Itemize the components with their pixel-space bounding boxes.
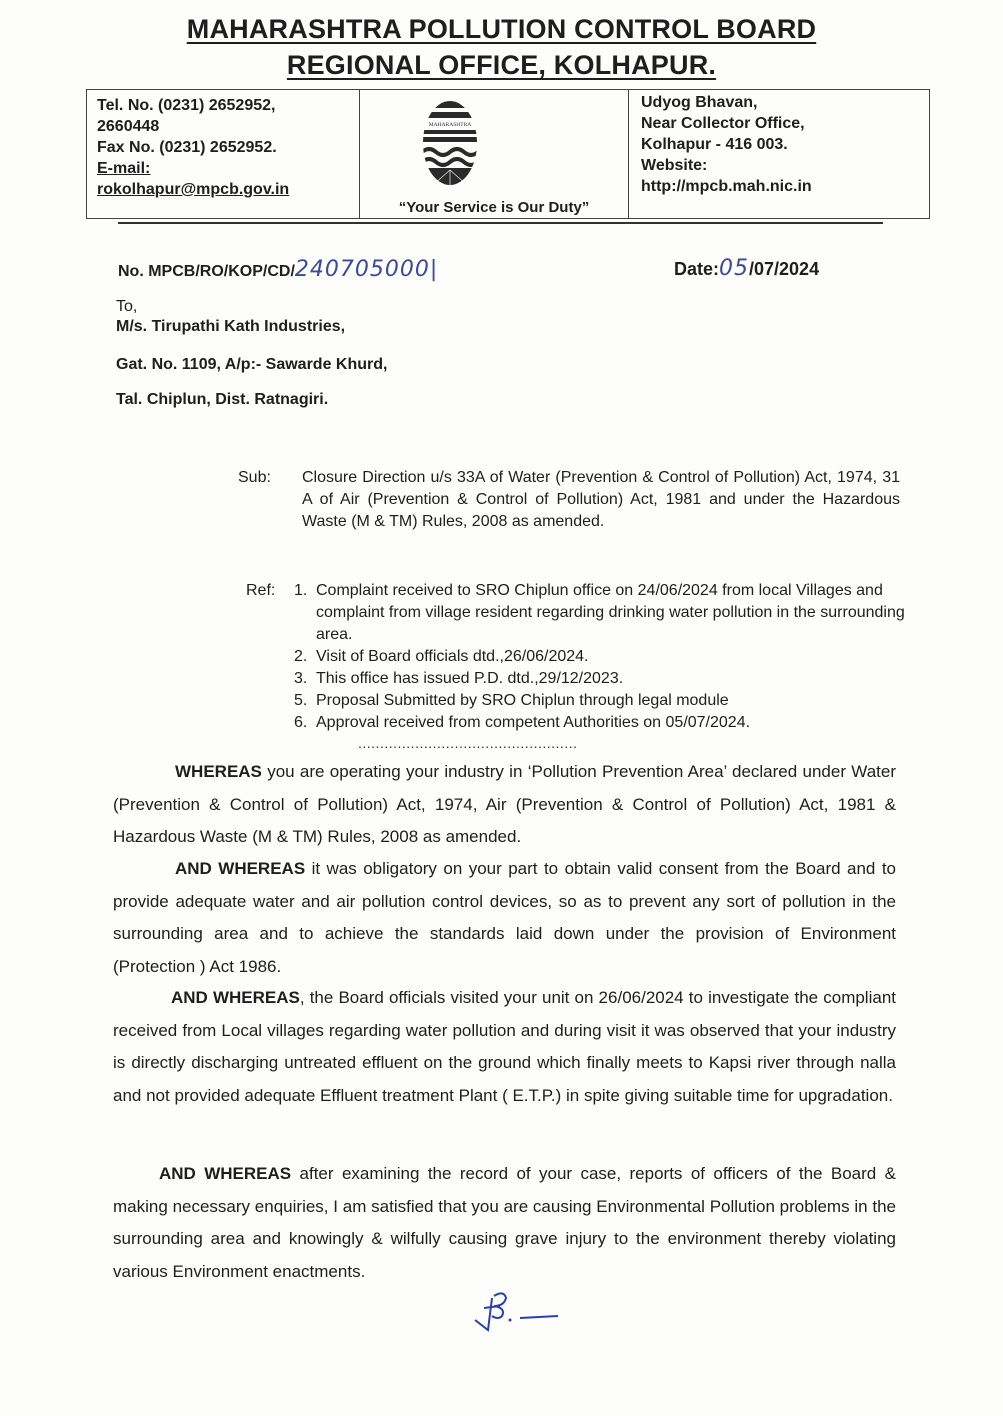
- to-label: To,: [116, 298, 138, 315]
- handwritten-ref: 240705000|: [294, 257, 439, 282]
- email-label: E-mail:: [97, 160, 151, 177]
- subject-label: Sub:: [238, 469, 271, 486]
- address-line3: Kolhapur - 416 003.: [641, 136, 788, 153]
- recipient-address-line3: Tal. Chiplun, Dist. Ratnagiri.: [116, 391, 329, 408]
- fax: Fax No. (0231) 2652952.: [97, 139, 277, 156]
- tel-line1: Tel. No. (0231) 2652952,: [97, 97, 276, 114]
- reference-number: No. MPCB/RO/KOP/CD/240705000|: [118, 257, 439, 282]
- email-link[interactable]: rokolhapur@mpcb.gov.in: [97, 181, 290, 198]
- website-link[interactable]: http://mpcb.mah.nic.in: [641, 178, 812, 195]
- reference-item: 6. Approval received from competent Authorities on 05/07/2024.: [294, 714, 751, 731]
- separator-dots: ..................................................: [358, 735, 578, 751]
- letter-date: Date:05/07/2024: [674, 256, 820, 281]
- subject-text: Closure Direction u/s 33A of Water (Prevention & Control of Pollution) Act, 1974, 31 A of Air (Prevention & Control of Pollution) Act, 1981 and under the Hazardous Waste (M & TM) Rules, 2008 as amended.: [302, 469, 900, 530]
- paragraph-whereas-2: AND WHEREAS it was obligatory on your part to obtain valid consent from the Board and to provide adequate water and air pollution control devices, so as to prevent any sort of pollution in the surrounding area and to achieve the standards laid down under the provision of Environment (Protection ) Act 1986.: [113, 859, 896, 976]
- address-block: [629, 90, 929, 218]
- references: [246, 580, 906, 734]
- contact-block: [87, 90, 360, 218]
- references-label: Ref:: [246, 582, 276, 599]
- svg-text:MAHARASHTRA: MAHARASHTRA: [428, 122, 472, 128]
- org-title: MAHARASHTRA POLLUTION CONTROL BOARD: [186, 14, 817, 44]
- reference-item: 3. This office has issued P.D. dtd.,29/12/2023.: [294, 670, 624, 687]
- address-line2: Near Collector Office,: [641, 115, 805, 132]
- website-label: Website:: [641, 157, 708, 174]
- tel-line2: 2660448: [97, 118, 160, 135]
- reference-item: 5. Proposal Submitted by SRO Chiplun through legal module: [294, 692, 729, 709]
- signature-icon: [470, 1288, 570, 1338]
- subject: [238, 467, 900, 533]
- reference-item: 1. Complaint received to SRO Chiplun office on 24/06/2024 from local Villages and complaint from village resident regarding drinking water pollution in the surrounding area.: [294, 582, 905, 643]
- paragraph-whereas-4: AND WHEREAS after examining the record of your case, reports of officers of the Board & making necessary enquiries, I am satisfied that you are causing Environmental Pollution problems in the surrounding area and knowingly & wilfully causing grave injury to the environment thereby violating various Environment enactments.: [113, 1164, 896, 1281]
- paragraph-whereas-1: WHEREAS you are operating your industry in ‘Pollution Prevention Area’ declared under Water (Prevention & Control of Pollution) Act, 1974, Air (Prevention & Control of Pollution) Act, 1981 & Hazardous Waste (M & TM) Rules, 2008 as amended.: [113, 762, 896, 846]
- handwritten-day: 05: [719, 256, 750, 281]
- address-line1: Udyog Bhavan,: [641, 94, 758, 111]
- motto: “Your Service is Our Duty”: [398, 199, 590, 216]
- header-rule: [118, 222, 883, 224]
- paragraph-whereas-3: AND WHEREAS, the Board officials visited your unit on 26/06/2024 to investigate the compliant received from Local villages regarding water pollution and during visit it was observed that your industry is directly discharging untreated effluent on the ground which finally meets to Kapsi river through nalla and not provided adequate Effluent treatment Plant ( E.T.P.) in spite giving suitable time for upgradation.: [113, 988, 896, 1105]
- reference-list: [294, 580, 906, 734]
- logo-block: [360, 90, 629, 218]
- mpcb-logo-icon: [422, 100, 478, 186]
- office-title: REGIONAL OFFICE, KOLHAPUR.: [286, 50, 717, 80]
- recipient-address-line2: Gat. No. 1109, A/p:- Sawarde Khurd,: [116, 356, 388, 373]
- letterhead-box: [86, 89, 930, 219]
- recipient-name: M/s. Tirupathi Kath Industries,: [116, 318, 346, 335]
- reference-item: 2. Visit of Board officials dtd.,26/06/2024.: [294, 648, 589, 665]
